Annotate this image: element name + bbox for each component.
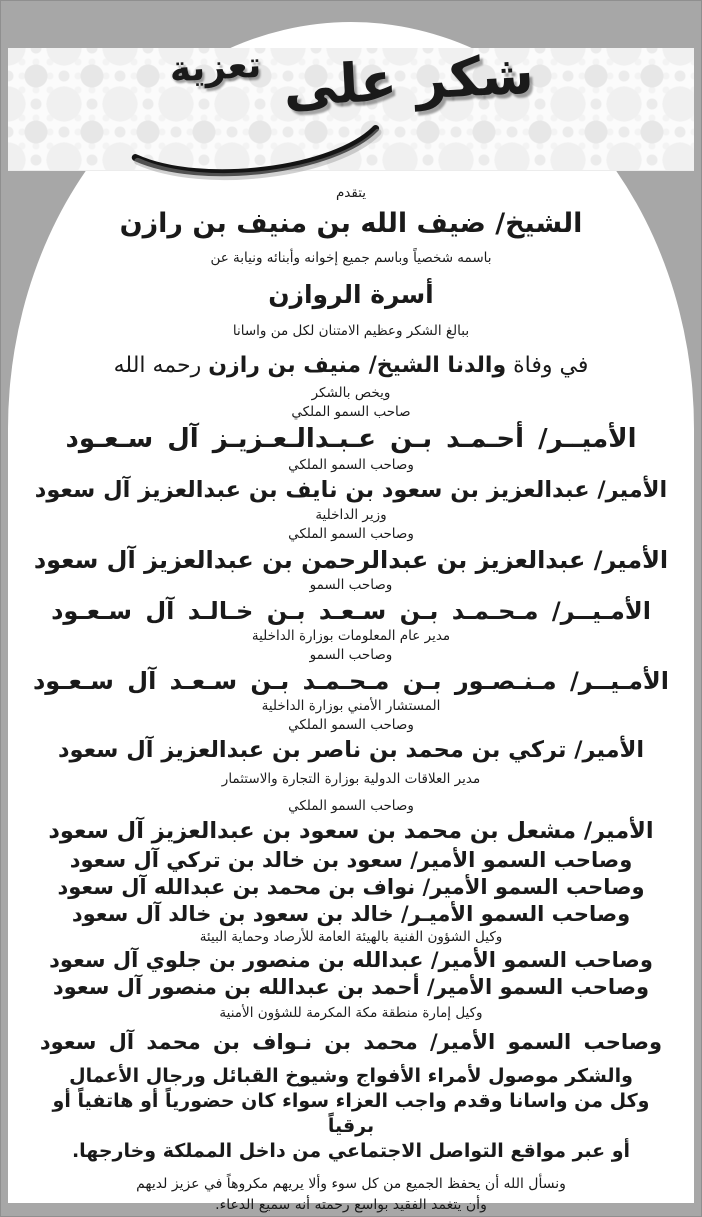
honoree-name: الأمير/ عبدالعزيز بن سعود بن نايف بن عبدالعزيز آل سعود	[34, 477, 668, 503]
honoree-name: وصاحب السمو الأمير/ أحمد بن عبدالله بن منصور آل سعود	[52, 975, 650, 999]
honoree-name: الأمير/ مشعل بن محمد بن سعود بن عبدالعزيز آل سعود	[48, 818, 654, 844]
honoree-name: الأميــر/ أحـمـد بـن عـبـدالـعـزيـز آل سـعـود	[65, 424, 637, 454]
honoree-name: وصاحب السمو الأمير/ عبدالله بن منصور بن جلوي آل سعود	[49, 948, 653, 972]
family-name: أسرة الروازن	[268, 280, 434, 309]
honoree-name: وصاحب السمو الأمير/ سعود بن خالد بن تركي آل سعود	[69, 848, 633, 872]
honoree-pre-title: وصاحب السمو الملكي	[288, 717, 414, 733]
honoree-name: وصاحب السمو الأميـر/ خالد بن سعود بن خالد آل سعود	[71, 902, 631, 926]
honoree-pre-title: وصاحب السمو	[309, 577, 393, 593]
deceased-line	[32, 350, 670, 382]
honoree-pre-title: صاحب السمو الملكي	[291, 404, 411, 420]
honoree-name: الأمير/ تركي بن محمد بن ناصر بن عبدالعزيز آل سعود	[57, 737, 645, 763]
honoree-post-title: وكيل إمارة منطقة مكة المكرمة للشؤون الأمنية	[219, 1005, 483, 1021]
honoree-pre-title: وصاحب السمو	[309, 647, 393, 663]
honoree-post-title: مدير العلاقات الدولية بوزارة التجارة والاستثمار	[221, 771, 481, 787]
closing-thanks-line3: أو عبر مواقع التواصل الاجتماعي من داخل المملكة وخارجها.	[71, 1140, 631, 1162]
honoree-name: الأمير/ عبدالعزيز بن عبدالرحمن بن عبدالعزيز آل سعود	[33, 546, 669, 574]
honoree-name: وصاحب السمو الأمير/ محمد بن نـواف بن محمد آل سعود	[39, 1030, 663, 1054]
honoree-post-title: المستشار الأمني بوزارة الداخلية	[261, 698, 441, 714]
honoree-post-title: وزير الداخلية	[315, 507, 387, 523]
closing-thanks-line1: والشكر موصول لأمراء الأفواج وشيوخ القبائل ورجال الأعمال	[69, 1065, 633, 1087]
honoree-name: الأمـيــر/ مـنـصـور بـن مـحـمـد بـن سـعـد آل سـعـود	[32, 667, 670, 695]
honoree-post-title: مدير عام المعلومات بوزارة الداخلية	[251, 628, 451, 644]
presenter-name: الشيخ/ ضيف الله بن منيف بن رازن	[119, 208, 583, 239]
honoree-pre-title: وصاحب السمو الملكي	[288, 798, 414, 814]
honoree-pre-title: وصاحب السمو الملكي	[288, 457, 414, 473]
deceased-prefix: في وفاة	[513, 353, 589, 378]
honoree-post-title: وكيل الشؤون الفنية بالهيئة العامة للأرصاد وحماية البيئة	[199, 929, 503, 945]
gratitude-line: ببالغ الشكر وعظيم الامتنان لكل من واسانا	[232, 323, 470, 339]
closing-prayer-line1: ونسأل الله أن يحفظ الجميع من كل سوء وألا يريهم مكروهاً في عزيز لديهم	[136, 1176, 566, 1192]
closing-thanks-line2: وكل من واسانا وقدم واجب العزاء سواء كان حضورياً أو هاتفياً أو برقياً	[52, 1090, 650, 1137]
special-thanks-line: ويخص بالشكر	[311, 385, 391, 401]
honoree-name: وصاحب السمو الأمير/ نواف بن محمد بن عبدالله آل سعود	[57, 875, 645, 899]
announcement-body	[8, 22, 694, 1216]
deceased-name: والدنا الشيخ/ منيف بن رازن	[208, 353, 507, 378]
deceased-suffix: رحمه الله	[113, 353, 202, 378]
arch-sheet	[8, 22, 694, 1213]
on-behalf-line: باسمه شخصياً وباسم جميع إخوانه وأبنائه ونيابة عن	[210, 250, 492, 266]
closing-prayer-line2: وأن يتغمد الفقيد بواسع رحمته أنه سميع الدعاء.	[215, 1197, 487, 1213]
honoree-name: الأمـيــر/ مـحـمـد بـن سـعـد بـن خـالـد آل سـعـود	[51, 597, 651, 625]
title-second-text: تعزية	[168, 44, 263, 91]
title-main-text: شكر على	[281, 42, 536, 119]
lead-line: يتقدم	[335, 185, 367, 201]
honoree-pre-title: وصاحب السمو الملكي	[288, 526, 414, 542]
